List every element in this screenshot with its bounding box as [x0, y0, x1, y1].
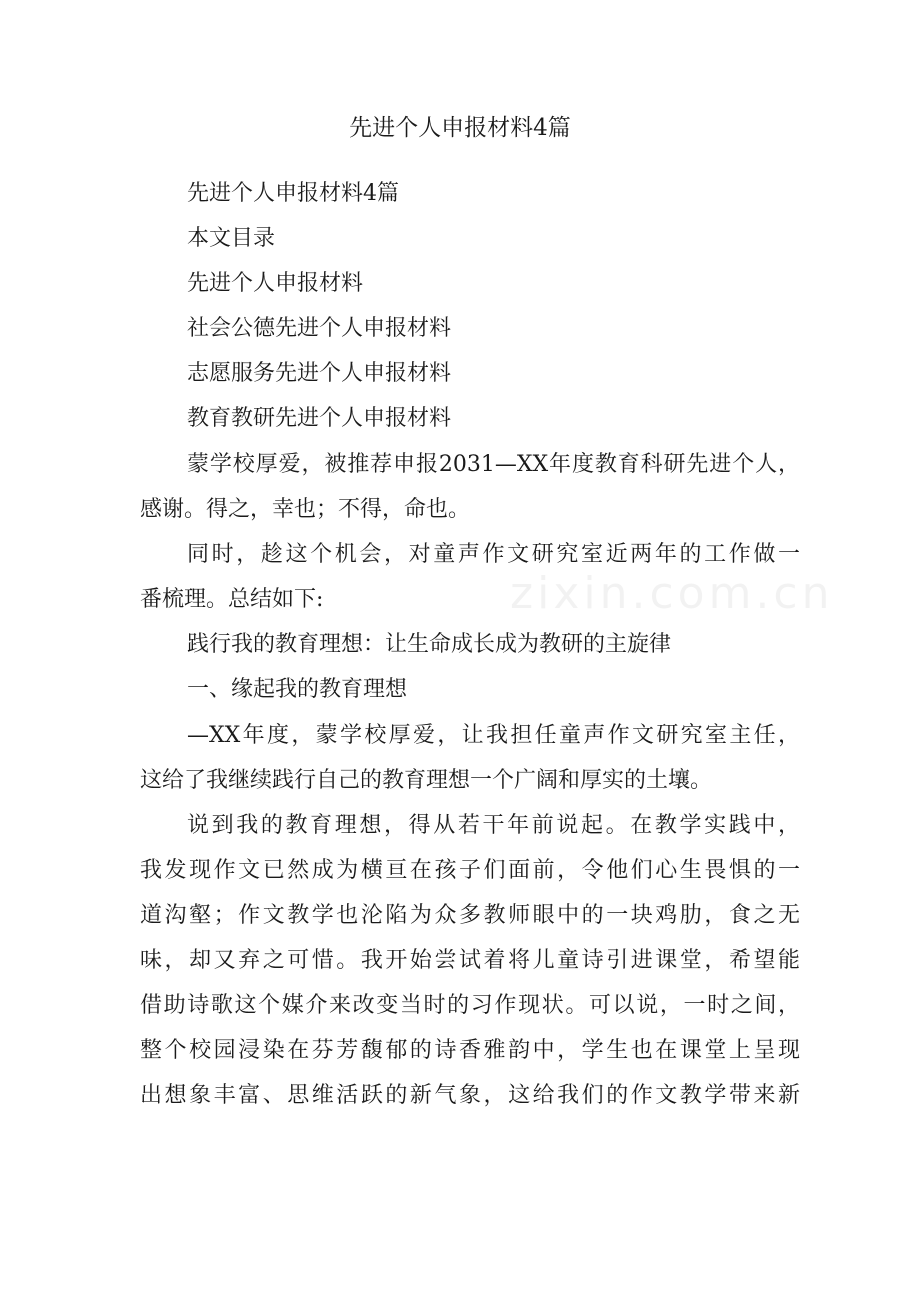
- watermark: zixin.com.cn: [510, 568, 834, 619]
- body-line: —XX年度，蒙学校厚爱，让我担任童声作文研究室主任，: [187, 723, 800, 748]
- toc-item: 社会公德先进个人申报材料: [187, 316, 452, 341]
- section-heading: 一、缘起我的教育理想: [187, 677, 408, 702]
- section-heading: 践行我的教育理想：让生命成长成为教研的主旋律: [187, 632, 672, 657]
- body-line: 出想象丰富、思维活跃的新气象，这给我们的作文教学带来新: [140, 1083, 800, 1108]
- body-line: 蒙学校厚爱，被推荐申报2031—XX年度教育科研先进个人，: [187, 452, 800, 477]
- body-line: 这给了我继续践行自己的教育理想一个广阔和厚实的土壤。: [140, 768, 713, 793]
- body-line: 整个校园浸染在芬芳馥郁的诗香雅韵中，学生也在课堂上呈现: [140, 1038, 800, 1063]
- toc-item: 教育教研先进个人申报材料: [187, 406, 452, 431]
- body-line: 说到我的教育理想，得从若干年前说起。在教学实践中，: [187, 813, 800, 838]
- body-line: 感谢。得之，幸也；不得，命也。: [140, 497, 471, 522]
- body-line: 我发现作文已然成为横亘在孩子们面前，令他们心生畏惧的一: [140, 858, 800, 883]
- body-line: 味，却又弃之可惜。我开始尝试着将儿童诗引进课堂，希望能: [140, 948, 800, 973]
- body-line: 借助诗歌这个媒介来改变当时的习作现状。可以说，一时之间，: [140, 993, 800, 1018]
- body-line: 番梳理。总结如下:: [140, 587, 324, 612]
- toc-item: 志愿服务先进个人申报材料: [187, 361, 452, 386]
- toc-heading: 先进个人申报材料4篇: [187, 181, 399, 206]
- toc-item: 先进个人申报材料: [187, 271, 364, 296]
- body-line: 同时，趁这个机会，对童声作文研究室近两年的工作做一: [187, 542, 800, 567]
- page-title: 先进个人申报材料4篇: [349, 115, 571, 141]
- body-line: 道沟壑；作文教学也沦陷为众多教师眼中的一块鸡肋，食之无: [140, 903, 800, 928]
- toc-label: 本文目录: [187, 226, 276, 251]
